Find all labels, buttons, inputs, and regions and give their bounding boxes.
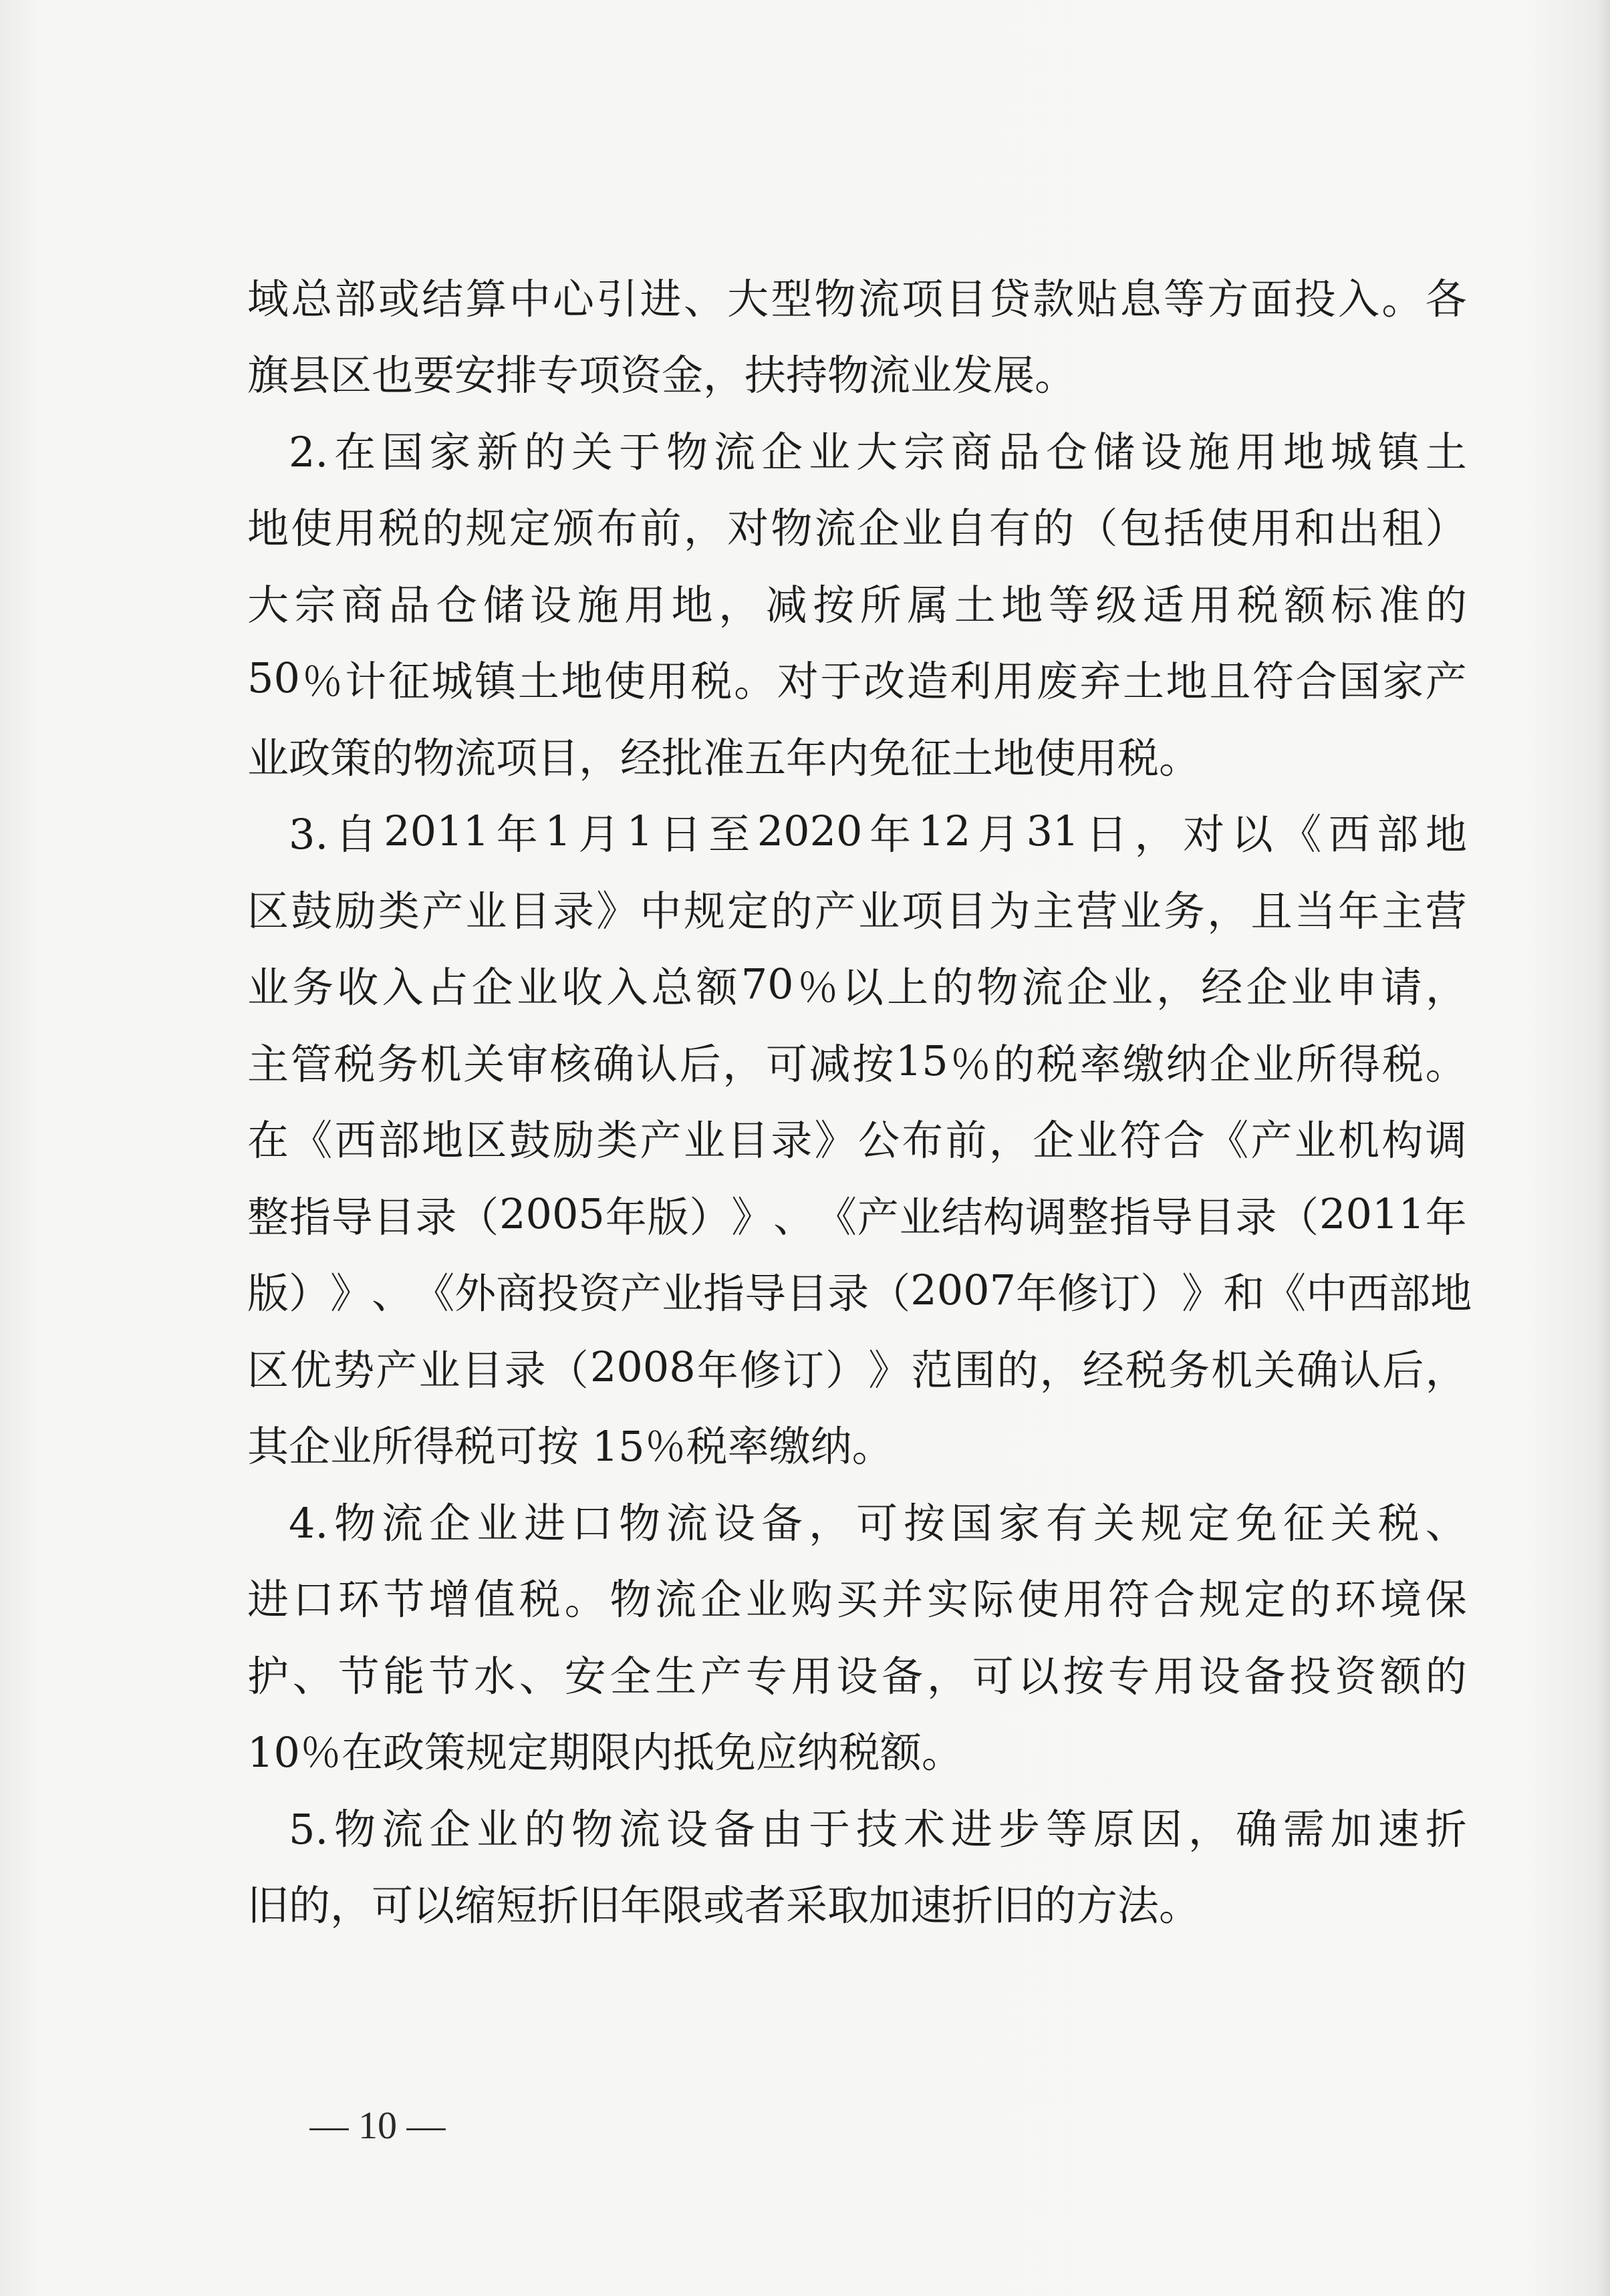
page-edge-shadow bbox=[1595, 0, 1610, 2296]
text-line: 护 、 节 能 节 水 、 安 全 生 产 专 用 设 备 ， 可 以 按 专 用 设 备 投 资 额 的 bbox=[247, 1651, 1467, 1701]
text-line: 10％在政策规定期限内抵免应纳税额。 bbox=[247, 1728, 963, 1777]
page-number: — 10 — bbox=[309, 2103, 446, 2147]
text-line: 在 《 西 部 地 区 鼓 励 类 产 业 目 录 》 公 布 前 ， 企 业 符 合 《 产 业 机 构 调 bbox=[247, 1116, 1467, 1165]
text-line: 3. 自 2011 年 1 月 1 日 至 2020 年 12 月 31 日 ， 对 以 《 西 部 地 bbox=[247, 807, 1467, 859]
text-line: 区 优 势 产 业 目 录 （ 2008 年 修 订 ） 》 范 围 的 ， 经 税 务 机 关 确 认 后 ， bbox=[247, 1342, 1467, 1395]
text-line: 旗县区也要安排专项资金，扶持物流业发展。 bbox=[247, 351, 1077, 400]
text-line: 域 总 部 或 结 算 中 心 引 进 、 大 型 物 流 项 目 贷 款 贴 息 等 方 面 投 入 。 各 bbox=[247, 274, 1467, 323]
text-line: 主 管 税 务 机 关 审 核 确 认 后 ， 可 减 按 15 ％ 的 税 率 缴 纳 企 业 所 得 税 。 bbox=[247, 1036, 1467, 1089]
text-line: 旧的，可以缩短折旧年限或者采取加速折旧的方法。 bbox=[247, 1881, 1201, 1930]
text-line: 其企业所得税可按 15％税率缴纳。 bbox=[247, 1422, 894, 1471]
text-line: 大 宗 商 品 仓 储 设 施 用 地 ， 减 按 所 属 土 地 等 级 适 用 税 额 标 准 的 bbox=[247, 580, 1467, 629]
text-line: 版 ） 》 、 《 外 商 投 资 产 业 指 导 目 录 （ 2007 年 修 订 ） 》 和 《 中 西 部 地 bbox=[247, 1266, 1472, 1318]
text-line: 50 ％ 计 征 城 镇 土 地 使 用 税 。 对 于 改 造 利 用 废 弃 土 地 且 符 合 国 家 产 bbox=[247, 654, 1467, 706]
text-line: 整 指 导 目 录 （ 2005 年 版 ） 》 、 《 产 业 结 构 调 整 指 导 目 录 （ 2011 年 bbox=[247, 1189, 1467, 1242]
text-line: 地 使 用 税 的 规 定 颁 布 前 ， 对 物 流 企 业 自 有 的 （ 包 括 使 用 和 出 租 ） bbox=[247, 504, 1467, 553]
text-line: 4. 物 流 企 业 进 口 物 流 设 备 ， 可 按 国 家 有 关 规 定 免 征 关 税 、 bbox=[247, 1498, 1467, 1548]
text-line: 进 口 环 节 增 值 税 。 物 流 企 业 购 买 并 实 际 使 用 符 合 规 定 的 环 境 保 bbox=[247, 1575, 1467, 1624]
text-line: 业 务 收 入 占 企 业 收 入 总 额 70 ％ 以 上 的 物 流 企 业 ， 经 企 业 申 请 ， bbox=[247, 960, 1467, 1012]
text-line: 5. 物 流 企 业 的 物 流 设 备 由 于 技 术 进 步 等 原 因 ， 确 需 加 速 折 bbox=[247, 1804, 1467, 1854]
text-line: 业政策的物流项目，经批准五年内免征土地使用税。 bbox=[247, 733, 1201, 782]
text-line: 2. 在 国 家 新 的 关 于 物 流 企 业 大 宗 商 品 仓 储 设 施 用 地 城 镇 土 bbox=[247, 427, 1467, 476]
text-line: 区 鼓 励 类 产 业 目 录 》 中 规 定 的 产 业 项 目 为 主 营 业 务 ， 且 当 年 主 营 bbox=[247, 886, 1467, 936]
body-text bbox=[247, 257, 1472, 1941]
